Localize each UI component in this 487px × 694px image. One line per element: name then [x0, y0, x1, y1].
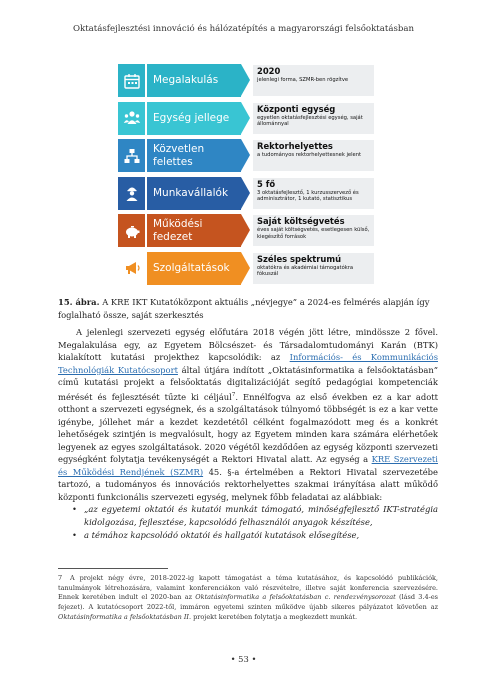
- figure-caption: [58, 296, 438, 321]
- figure-row-label: Működési fedezet: [147, 214, 241, 247]
- task-list: [58, 503, 438, 541]
- row-arrow: [241, 177, 250, 209]
- figure-row-desc: éves saját költségvetés, esetlegesen külső, kiegészítő források: [257, 227, 370, 240]
- figure-row-title: Széles spektrumú: [257, 253, 342, 264]
- list-item: • a témához kapcsolódó oktatói és hallgatói kutatások elősegítése,: [72, 529, 438, 542]
- piggy-bank-icon: [118, 214, 145, 247]
- page-number: • 53 •: [230, 654, 257, 664]
- list-item: • „az egyetemi oktatói és kutatói munkát támogató, minőségfejlesztő IKT-stratégia kidolgozása, fejlesztése, kapcsolódó felhasználói anyagok készítése,: [72, 503, 438, 528]
- figure-row-title: 5 fő: [257, 178, 276, 189]
- text-run: (lásd 3.4-es fejezet). A kutatócsoport 2022-től, immáron egyetemi szinten működve újabb sikeres pályázatot követően az: [58, 593, 438, 612]
- szmr-link[interactable]: KRE Szervezeti és Működési Rendjének (SZMR): [58, 454, 438, 477]
- running-head: Oktatásfejlesztési innováció és hálózatépítés a magyarországi felsőoktatásban: [72, 24, 415, 34]
- figure-row-desc: a tudományos rektorhelyettesnek jelent: [257, 152, 362, 159]
- figure-row-info: [253, 103, 374, 134]
- figure-row-supervisor: [118, 139, 374, 172]
- row-arrow: [241, 102, 250, 134]
- figure-row-title: Saját költségvetés: [257, 216, 345, 226]
- figure-row-title: Rektorhelyettes: [257, 141, 333, 151]
- footnote-divider: [58, 568, 168, 569]
- infographic-figure: [118, 64, 374, 286]
- row-arrow: [241, 139, 250, 171]
- figure-row-funding: [118, 214, 374, 247]
- text-run: . Ennélfogva az első években ez a kar adott otthont a szervezeti egységnek, és a szolgáltatások túlnyomó többségét is ez a kar vette igénybe, jóllehet már a kezdet kezdetétől célként fogalmazódott meg és a konkrét lehetőségek szintjén is megvalósult, hogy az Egyetem minden kara számára elérhetőek legyenek az egyes szolgáltatások. 2020 végétől kezdődően az egység központi szervezeti egységként folytatja tevékenységét a Rektori Hivatal alatt. Az egység a: [58, 391, 438, 465]
- footnote-number: 7: [58, 574, 63, 582]
- people-icon: [118, 102, 145, 135]
- paragraph: [58, 326, 438, 503]
- worker-icon: [118, 177, 145, 210]
- figure-row-info: [253, 65, 374, 96]
- figure-row-desc: oktatókra és akadémiai támogatókra fókuszál: [257, 264, 354, 278]
- text-run: által útjára indított „Oktatásinformatika a felsőoktatásban” című kutatási projekt a felsőoktatás digitalizációját segítő pedagógiai kompetenciák mérését és fejlesztését tűzte ki céljául: [58, 364, 438, 402]
- figure-row-info: [253, 215, 374, 246]
- body-text: [58, 326, 438, 541]
- org-chart-icon: [118, 139, 145, 172]
- figure-row-label: Közvetlen felettes: [147, 139, 241, 172]
- figure-row-desc: 3 oktatásfejlesztő, 1 kurzusszervező és adminisztrátor, 1 kutató, statisztikus: [257, 189, 359, 203]
- figure-row-desc: jelenlegi forma, SZMR-ben rögzítve: [257, 77, 349, 84]
- text-run: A jelenlegi szervezeti egység előfutára 2018 végén jött létre, mindössze 2 fővel. Megalakulása egy, az Egyetem Bölcsészet- és Társadalomtudományi Karán (BTK) kialakított kutatási projekthez kapcsolódik: az: [58, 327, 438, 363]
- figure-row-employees: [118, 177, 374, 210]
- text-run: Oktatásinformatika a felsőoktatásban II.: [58, 612, 192, 621]
- megaphone-icon: [118, 252, 145, 285]
- figure-row-desc: egyetlen oktatásfejlesztési egység, saját állománnyal: [257, 114, 363, 128]
- figure-row-title: 2020: [257, 66, 281, 76]
- figure-row-founding: [118, 64, 374, 97]
- figure-row-label: Szolgáltatások: [147, 252, 241, 285]
- text-run: projekt keretében folytatja a megkezdett munkát.: [191, 612, 358, 621]
- caption-number: 15. ábra.: [58, 297, 100, 307]
- text-run: 45. §-a értelmében a Rektori Hivatal szervezetébe tartozó, a tudományos és innovációs rektorhelyettes szakmai irányítása alatt működő központi funkcionális szervezeti egység, melynek főbb feladatai az alábbiak:: [58, 466, 438, 502]
- footnote-ref[interactable]: 7: [231, 391, 236, 398]
- figure-row-info: [253, 178, 374, 209]
- figure-row-unit-type: [118, 102, 374, 135]
- figure-row-info: [253, 140, 374, 171]
- figure-row-services: [118, 252, 374, 285]
- figure-row-label: Megalakulás: [147, 64, 241, 97]
- research-group-link[interactable]: Információs- és Kommunikációs Technológiák Kutatócsoport: [58, 352, 439, 375]
- footnote: [58, 574, 438, 623]
- row-arrow: [241, 64, 250, 96]
- figure-row-label: Munkavállalók: [147, 177, 241, 210]
- caption-text: A KRE IKT Kutatóközpont aktuális „névjegye” a 2024-es felmérés alapján így foglalható össze, saját szerkesztés: [58, 297, 430, 320]
- figure-row-title: Központi egység: [257, 103, 336, 114]
- calendar-icon: [118, 64, 145, 97]
- figure-row-label: Egység jellege: [147, 102, 241, 135]
- text-run: A projekt négy évre, 2018-2022-ig kapott támogatást a téma kutatásához, és kapcsolódó publikációk, tanulmányok létrehozására, valamint konferenciákon való részvételre, illetve saját konferencia szervezésére. Ennek keretében indult el 2020-ban az: [58, 574, 438, 602]
- row-arrow: [241, 252, 250, 284]
- row-arrow: [241, 214, 250, 246]
- figure-row-info: [253, 253, 374, 284]
- text-run: Oktatásinformatika a felsőoktatásban c. rendezvénysorozat: [195, 593, 396, 602]
